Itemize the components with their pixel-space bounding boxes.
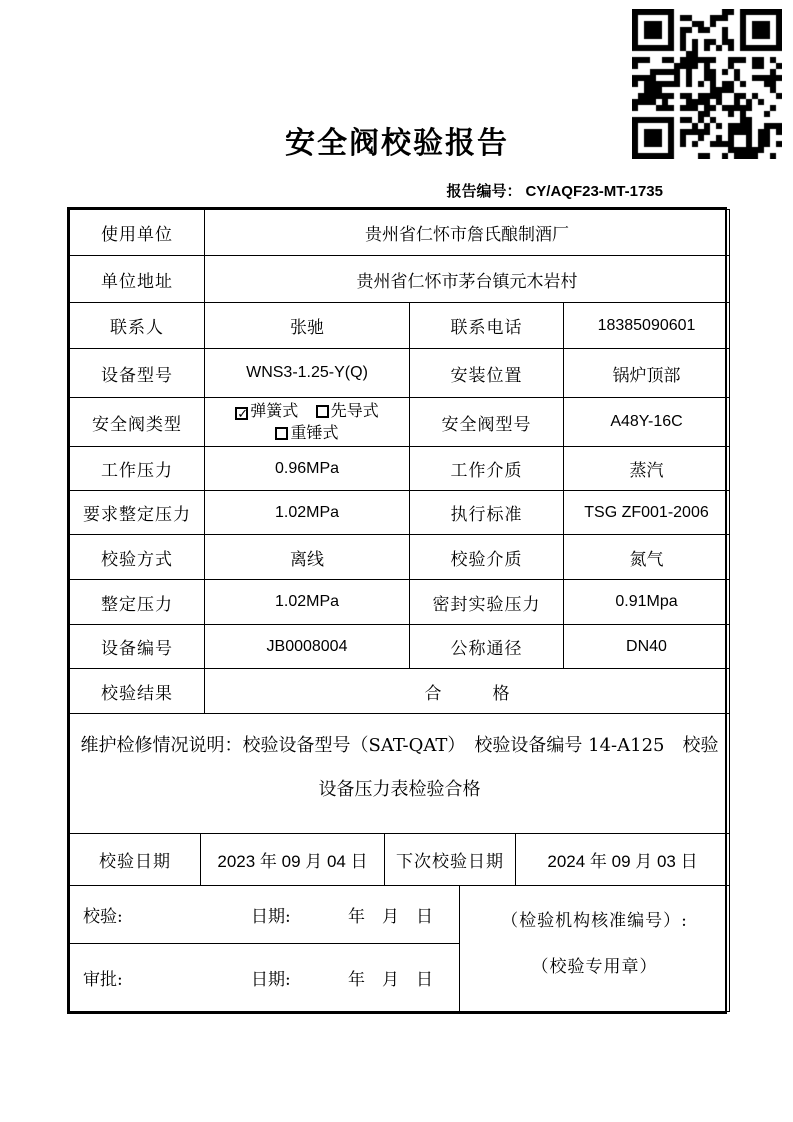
contact-value: 张驰 (205, 303, 410, 349)
date-table (69, 833, 730, 886)
table-row-dates (70, 834, 730, 886)
device-no-label: 设备编号 (70, 625, 205, 669)
valve-type-label: 安全阀类型 (70, 398, 205, 447)
calibration-stamp-label: （校验专用章） (531, 957, 658, 977)
report-table (67, 207, 727, 1014)
nominal-diameter-value: DN40 (564, 625, 730, 669)
table-row-unit-address (70, 256, 730, 303)
table-row-result (70, 669, 730, 714)
unit-address-value: 贵州省仁怀市茅台镇元木岩村 (205, 256, 730, 303)
calibration-medium-label: 校验介质 (410, 535, 564, 580)
approve-sign-cell (70, 944, 460, 1012)
table-row-use-unit (70, 210, 730, 256)
use-unit-value: 贵州省仁怀市詹氏酿制酒厂 (205, 210, 730, 256)
table-row-valve-type (70, 398, 730, 447)
valve-model-label: 安全阀型号 (410, 398, 564, 447)
valve-type-line2 (205, 422, 409, 444)
table-row-contact (70, 303, 730, 349)
calibration-date-label: 校验日期 (70, 834, 201, 886)
option-pilot-label: 先导式 (330, 401, 379, 420)
verify-label: 校验: (83, 907, 123, 927)
table-row-verify-sign (70, 886, 730, 944)
unit-address-label: 单位地址 (70, 256, 205, 303)
standard-label: 执行标准 (410, 491, 564, 535)
seal-test-pressure-value: 0.91Mpa (564, 580, 730, 625)
install-location-label: 安装位置 (410, 349, 564, 398)
table-row-maintenance-note (70, 714, 730, 834)
working-medium-label: 工作介质 (410, 447, 564, 491)
checked-box-icon: ✓ (237, 407, 249, 422)
org-approval-number-label: （检验机构核准编号）: (501, 911, 688, 931)
approve-ymd: 年 月 日 (348, 970, 433, 990)
working-pressure-value: 0.96MPa (205, 447, 410, 491)
table-row-device-no (70, 625, 730, 669)
valve-type-options (205, 398, 410, 447)
page-title: 安全阀校验报告 (285, 126, 509, 161)
next-calibration-date-label: 下次校验日期 (385, 834, 516, 886)
valve-model-value: A48Y-16C (564, 398, 730, 447)
working-pressure-label: 工作压力 (70, 447, 205, 491)
empty-box-icon (275, 427, 288, 440)
empty-box-icon (316, 405, 329, 418)
table-row-required-set-pressure (70, 491, 730, 535)
calibration-method-label: 校验方式 (70, 535, 205, 580)
nominal-diameter-label: 公称通径 (410, 625, 564, 669)
table-row-set-pressure (70, 580, 730, 625)
info-table (69, 209, 730, 834)
approve-label: 审批: (83, 970, 123, 990)
maintenance-note-line1: 维护检修情况说明：校验设备型号（SAT-QAT） 校验设备编号 14-A125 校验 (80, 735, 719, 756)
device-model-value: WNS3-1.25-Y(Q) (205, 349, 410, 398)
verify-date-label: 日期: (251, 907, 291, 927)
next-calibration-date-value: 2024 年 09 月 03 日 (516, 834, 730, 886)
option-pilot (316, 400, 379, 422)
set-pressure-label: 整定压力 (70, 580, 205, 625)
calibration-medium-value: 氮气 (564, 535, 730, 580)
seal-test-pressure-label: 密封实验压力 (410, 580, 564, 625)
verify-ymd: 年 月 日 (348, 907, 433, 927)
use-unit-label: 使用单位 (70, 210, 205, 256)
report-number (67, 180, 663, 201)
option-weight (275, 422, 338, 444)
valve-type-line1 (205, 400, 409, 422)
table-row-device-model (70, 349, 730, 398)
calibration-method-value: 离线 (205, 535, 410, 580)
set-pressure-value: 1.02MPa (205, 580, 410, 625)
install-location-value: 锅炉顶部 (564, 349, 730, 398)
maintenance-note-line2: 设备压力表检验合格 (318, 779, 481, 800)
standard-value: TSG ZF001-2006 (564, 491, 730, 535)
calibration-date-value: 2023 年 09 月 04 日 (201, 834, 385, 886)
device-model-label: 设备型号 (70, 349, 205, 398)
contact-phone-label: 联系电话 (410, 303, 564, 349)
required-set-pressure-value: 1.02MPa (205, 491, 410, 535)
signature-table (69, 885, 730, 1012)
required-set-pressure-label: 要求整定压力 (70, 491, 205, 535)
device-no-value: JB0008004 (205, 625, 410, 669)
result-value: 合 格 (205, 669, 730, 714)
table-row-working-pressure (70, 447, 730, 491)
report-number-value: CY/AQF23-MT-1735 (525, 183, 663, 200)
approve-date-label: 日期: (251, 970, 291, 990)
result-label: 校验结果 (70, 669, 205, 714)
table-row-calibration-method (70, 535, 730, 580)
stamp-cell (460, 886, 730, 1012)
working-medium-value: 蒸汽 (564, 447, 730, 491)
maintenance-note (70, 714, 730, 834)
option-weight-label: 重锤式 (290, 423, 339, 442)
verify-sign-cell (70, 886, 460, 944)
option-spring (235, 400, 298, 422)
report-number-label: 报告编号： (446, 182, 522, 200)
contact-phone-value: 18385090601 (564, 303, 730, 349)
option-spring-label: 弹簧式 (250, 401, 299, 420)
contact-label: 联系人 (70, 303, 205, 349)
